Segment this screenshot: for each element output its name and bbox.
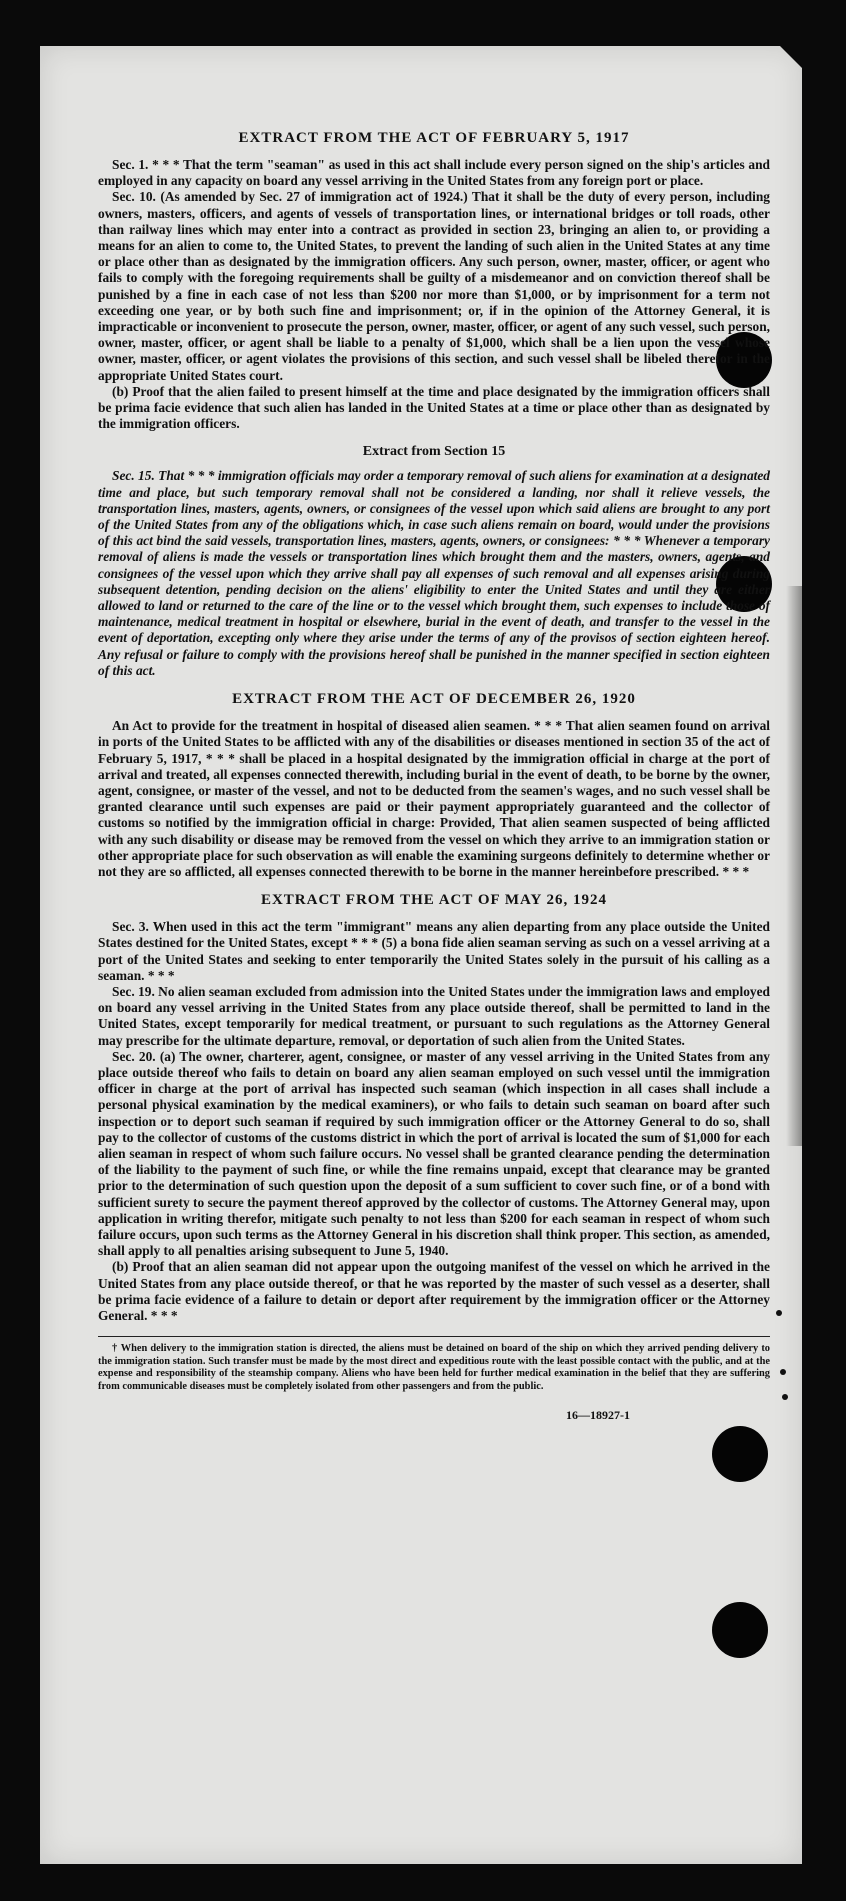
section-paragraph: Sec. 10. (As amended by Sec. 27 of immigration act of 1924.) That it shall be the duty of every person, including owners, masters, officers, and agents of vessels of transportation lines, or international bridges or toll roads, other than railway lines which may enter into a contract as provided in section 23, bringing an alien to, or providing a means for an alien to come to, the United States, to prevent the landing of such alien in the United States at any time or place other than as designated by the immigration officers. Any such person, owner, master, officer, or agent who fails to comply with the foregoing requirements shall be guilty of a misdemeanor and on conviction thereof shall be punished by a fine in each case of not less than $200 nor more than $1,000, or by imprisonment for a term not exceeding one year, or by both such fine and imprisonment; or, if in the opinion of the Attorney General, it is impracticable or inconvenient to prosecute the person, owner, master, officer, or agent of any such vessel, such person, owner, master, officer, or agent shall be liable to a penalty of $1,000, which shall be a lien upon the vessel whose owner, master, officer, or agent violates the provisions of this section, and such vessel shall be libeled therefor in the appropriate United States court. — [98, 189, 770, 383]
ink-speck — [776, 1310, 782, 1316]
punch-hole — [712, 1426, 768, 1482]
section-paragraph: Sec. 1. * * * That the term "seaman" as used in this act shall include every person signed on the ship's articles and employed in any capacity on board any vessel arriving in the United States from any foreign port or place. — [98, 157, 770, 189]
footnote: † When delivery to the immigration station is directed, the aliens must be detained on board of the ship on which they arrived pending delivery to the immigration station. Such transfer must be made by the most direct and expeditious route with the least possible contact with the public, and at the expense and responsibility of the steamship company. Aliens who have been held for further medical examination in the belief that they are suffering from communicable diseases must be completely isolated from other passengers and from the public. — [98, 1343, 770, 1392]
section-paragraph: Sec. 3. When used in this act the term "immigrant" means any alien departing from any place outside the United States destined for the United States, except * * * (5) a bona fide alien seaman serving as such on a vessel arriving at a port of the United States and seeking to enter temporarily the United States solely in the pursuit of his calling as a seaman. * * * — [98, 919, 770, 983]
section-paragraph: Sec. 20. (a) The owner, charterer, agent, consignee, or master of any vessel arriving in the United States from any place outside thereof who fails to detain on board any alien seaman employed on such vessel until the immigration officer in charge at the port of arrival has inspected such seaman (which inspection in all cases shall include a personal physical examination by the medical examiners), or who fails to detain such seaman on board after such inspection or to deport such seaman if required by such immigration officer or the Attorney General to do so, shall pay to the collector of customs of the customs district in which the port of arrival is located the sum of $1,000 for each alien seaman in respect of whom such failure occurs. No vessel shall be granted clearance pending the determination of the liability to the payment of such fine, or while the fine remains unpaid, except that clearance may be granted prior to the determination of such question upon the deposit of a sum sufficient to cover such fine, or of a bond with sufficient surety to secure the payment thereof approved by the collector of customs. The Attorney General may, upon application in writing therefor, mitigate such penalty to not less than $200 for each seaman in respect of whom such failure occurs, upon such terms as the Attorney General in his discretion shall think proper. This section, as amended, shall apply to all penalties arising subsequent to June 5, 1940. — [98, 1048, 770, 1259]
page-edge-shadow — [786, 586, 802, 1146]
extract-act-1917 — [98, 130, 770, 432]
extract-section-15 — [98, 444, 770, 679]
section-paragraph: Sec. 19. No alien seaman excluded from admission into the United States under the immigration laws and employed on board any vessel arriving in the United States from any place outside thereof, shall be permitted to land in the United States, except temporarily for medical treatment, or pursuant to such regulations as the Attorney General may prescribe for the ultimate departure, removal, or deportation of such alien from the United States. — [98, 983, 770, 1048]
folded-corner — [780, 46, 802, 68]
punch-hole — [712, 1602, 768, 1658]
extract-heading: EXTRACT FROM THE ACT OF FEBRUARY 5, 1917 — [238, 130, 630, 146]
extract-heading: EXTRACT FROM THE ACT OF DECEMBER 26, 1920 — [232, 691, 636, 708]
extract-act-1924 — [98, 892, 770, 1324]
form-number: 16—18927-1 — [566, 1407, 630, 1422]
ink-speck — [782, 1394, 788, 1400]
footnote-divider — [98, 1336, 770, 1337]
extract-act-1920 — [98, 691, 770, 880]
sub-heading: Extract from Section 15 — [362, 444, 506, 460]
document-body — [98, 130, 770, 1423]
section-paragraph: (b) Proof that the alien failed to present himself at the time and place designated by the immigration officers shall be prima facie evidence that such alien has landed in the United States at a time or place other than as designated by the immigration officers. — [98, 383, 770, 432]
document-page — [40, 46, 802, 1864]
section-paragraph: Sec. 15. That * * * immigration officials may order a temporary removal of such aliens for examination at a designated time and place, but such temporary removal shall not be considered a landing, nor shall it relieve vessels, the transportation lines, masters, agents, owners, or consignees of the vessel upon which said aliens are brought to any port of the United States from any of the obligations which, in case such aliens remain on board, would under the provisions of this act bind the said vessels, transportation lines, masters, agents, owners, or consignees: * * * Whenever a temporary removal of aliens is made the vessels or transportation lines which brought them and the masters, owners, agents, and consignees of the vessel upon which they arrive shall pay all expenses of such removal and all expenses arising during subsequent detention, pending decision on the aliens' eligibility to enter the United States and until they are either allowed to land or returned to the care of the line or to the vessel which brought them, such expenses to include those of maintenance, medical treatment in hospital or elsewhere, burial in the event of death, and transfer to the vessel in the event of deportation, excepting only where they arise under the terms of any of the provisos of section eighteen hereof. Any refusal or failure to comply with the provisions hereof shall be punished in the manner specified in section eighteen of this act. — [98, 468, 770, 678]
extract-heading: EXTRACT FROM THE ACT OF MAY 26, 1924 — [260, 892, 608, 909]
ink-speck — [780, 1369, 786, 1375]
section-paragraph: (b) Proof that an alien seaman did not appear upon the outgoing manifest of the vessel on which he arrived in the United States from any place outside thereof, or that he was reported by the master of such vessel as a deserter, shall be prima facie evidence of a failure to detain or deport after requirement by the immigration officer or the Attorney General. * * * — [98, 1259, 770, 1323]
section-paragraph: An Act to provide for the treatment in hospital of diseased alien seamen. * * * That alien seamen found on arrival in ports of the United States to be afflicted with any of the disabilities or diseases mentioned in section 35 of the act of February 5, 1917, * * * shall be placed in a hospital designated by the immigration official in charge at the port of arrival and treated, all expenses connected therewith, including burial in the event of death, to be borne by the owner, agent, consignee, or master of the vessel, and not to be deducted from the seamen's wages, and no such vessel shall be granted clearance until such expenses are paid or their payment appropriately guaranteed and the collector of customs so notified by the immigration official in charge: Provided, That alien seamen suspected of being afflicted with any such disability or disease may be removed from the vessel on which they arrive to an immigration station or other appropriate place for such observation as will enable the examining surgeons definitely to determine whether or not they are so afflicted, all expenses connected therewith to be borne in the manner hereinbefore prescribed. * * * — [98, 718, 770, 879]
